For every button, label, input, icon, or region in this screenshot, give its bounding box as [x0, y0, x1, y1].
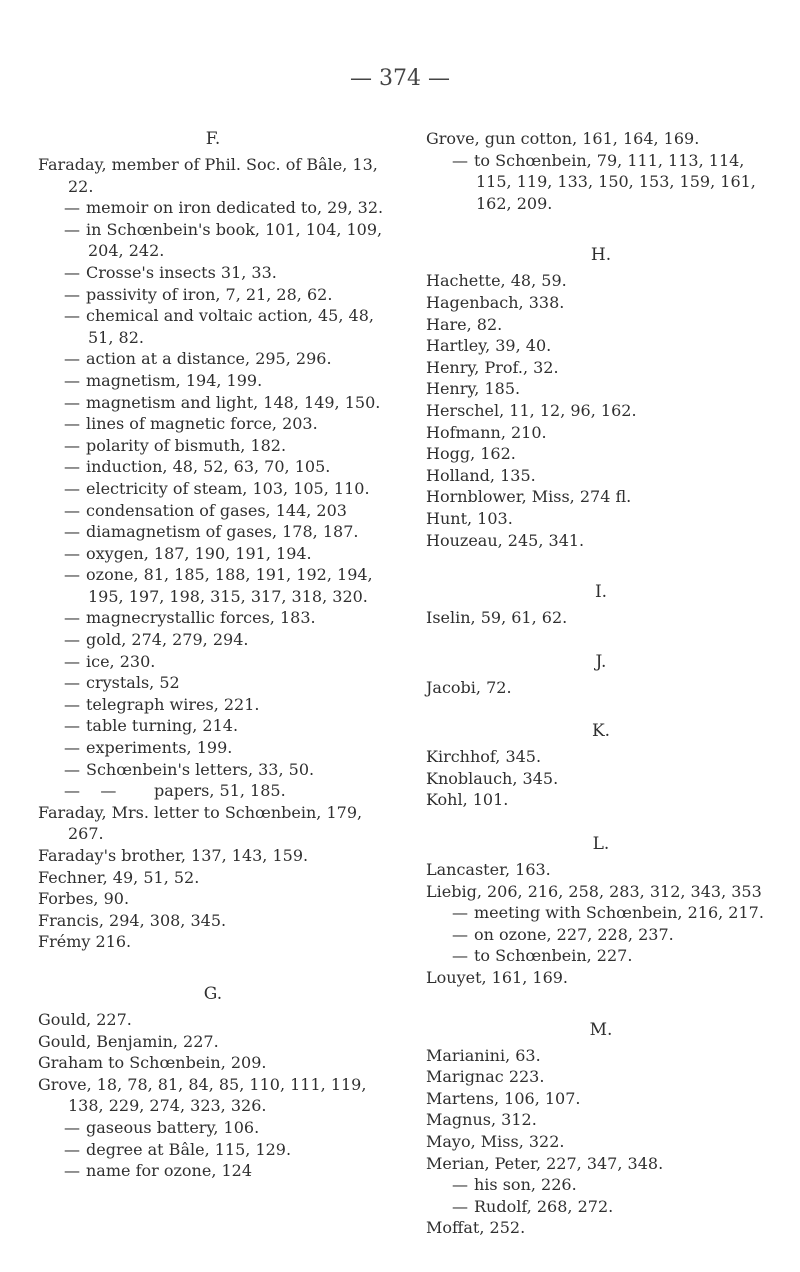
entry-text: polarity of bismuth, 182. — [86, 435, 287, 455]
index-entry — [426, 378, 776, 400]
index-subentry — [38, 348, 388, 370]
index-entry — [38, 1009, 388, 1031]
index-entry — [426, 1217, 776, 1239]
index-entry — [426, 314, 776, 336]
entry-text: crystals, 52 — [86, 673, 180, 693]
index-entry — [38, 845, 388, 867]
entry-text: Liebig, 206, 216, 258, 283, 312, 343, 353 — [426, 881, 762, 901]
index-entry — [426, 292, 776, 314]
index-subentry — [38, 435, 388, 457]
index-entry — [38, 867, 388, 889]
ditto-dash: — — [64, 1117, 80, 1137]
index-entry — [426, 1109, 776, 1131]
entry-text: Martens, 106, 107. — [426, 1088, 581, 1108]
entry-text: Forbes, 90. — [38, 889, 130, 909]
entry-text: gold, 274, 279, 294. — [86, 630, 249, 650]
entry-text: Faraday's brother, 137, 143, 159. — [38, 846, 309, 865]
spacer — [426, 989, 776, 1019]
index-entry — [426, 357, 776, 379]
index-subentry — [38, 1160, 388, 1182]
entry-text: Gould, Benjamin, 227. — [38, 1031, 219, 1051]
index-subentry — [38, 219, 388, 262]
index-entry — [38, 888, 388, 910]
index-subentry — [38, 305, 388, 348]
ditto-dash: — — [64, 608, 80, 628]
entry-text: Knoblauch, 345. — [426, 768, 559, 788]
index-subentry — [38, 284, 388, 306]
index-subentry — [38, 629, 388, 651]
entry-text: ozone, 81, 185, 188, 191, 192, 194, 195, 197, 198, 315, 317, 318, 320. — [86, 565, 373, 606]
index-entry — [426, 1045, 776, 1067]
ditto-dash: — — [64, 500, 80, 520]
section-letter-m: M. — [589, 1019, 613, 1040]
entry-text: meeting with Schœnbein, 216, 217. — [474, 903, 764, 923]
index-subentry — [38, 413, 388, 435]
entry-text: lines of magnetic force, 203. — [86, 414, 318, 434]
spacer — [426, 698, 776, 720]
ditto-dash: — — [64, 694, 80, 714]
entry-text: Grove, gun cotton, 161, 164, 169. — [426, 129, 700, 148]
entry-text: his son, 226. — [474, 1175, 577, 1195]
spacer — [426, 811, 776, 833]
ditto-dash: — — [452, 946, 468, 966]
index-entry — [426, 508, 776, 530]
entry-text: Hare, 82. — [426, 314, 503, 334]
entry-text: Hornblower, Miss, 274 fl. — [426, 487, 632, 507]
entry-text: Fechner, 49, 51, 52. — [38, 867, 200, 887]
entry-text: oxygen, 187, 190, 191, 194. — [86, 543, 312, 563]
entry-text: Hunt, 103. — [426, 508, 513, 528]
ditto-dash: — — [452, 150, 468, 170]
entry-text: Hofmann, 210. — [426, 422, 547, 442]
section-letter-j: J. — [595, 651, 607, 672]
ditto-dash: — — [64, 392, 80, 412]
ditto-dash: — — [64, 219, 80, 239]
section-letter-l: L. — [592, 834, 610, 855]
ditto-dash: — — [64, 414, 80, 434]
index-entry — [426, 128, 776, 150]
index-subentry — [38, 521, 388, 543]
index-entry — [426, 422, 776, 444]
index-entry — [426, 270, 776, 292]
ditto-dash: — — [64, 1139, 80, 1159]
ditto-dash: — — [64, 284, 80, 304]
index-subentry — [38, 392, 388, 414]
index-entry — [38, 154, 388, 197]
entry-text: Kirchhof, 345. — [426, 747, 542, 767]
ditto-dash: — — [64, 630, 80, 650]
entry-text: Jacobi, 72. — [426, 677, 512, 697]
entry-text: Marianini, 63. — [426, 1045, 541, 1065]
ditto-dash: — — [64, 349, 80, 369]
index-entry — [426, 789, 776, 811]
index-entry — [426, 881, 776, 903]
entry-text: Hagenbach, 338. — [426, 292, 565, 312]
entry-text: Faraday, member of Phil. Soc. of Bâle, 13, 22. — [38, 155, 378, 196]
index-entry — [426, 443, 776, 465]
entry-text: chemical and voltaic action, 45, 48, 51, 82. — [86, 306, 374, 347]
ditto-dash: — — — [64, 781, 117, 801]
section-letter-h: H. — [590, 245, 612, 266]
entry-text: Holland, 135. — [426, 465, 536, 485]
index-subentry — [38, 564, 388, 607]
entry-text: magnetism and light, 148, 149, 150. — [86, 392, 381, 412]
index-entry — [426, 859, 776, 881]
index-subentry — [38, 737, 388, 759]
entry-text: Mayo, Miss, 322. — [426, 1132, 565, 1151]
ditto-dash: — — [64, 543, 80, 563]
index-subentry — [426, 1174, 776, 1196]
entry-text: experiments, 199. — [86, 738, 233, 758]
ditto-dash: — — [64, 716, 80, 736]
entry-text: magnetism, 194, 199. — [86, 370, 263, 390]
entry-text: Moffat, 252. — [426, 1218, 526, 1238]
index-subentry — [38, 456, 388, 478]
index-entry — [38, 931, 388, 953]
index-subentry — [38, 500, 388, 522]
ditto-dash: — — [64, 522, 80, 542]
entry-text: Lancaster, 163. — [426, 860, 551, 880]
entry-text: Hachette, 48, 59. — [426, 271, 567, 291]
ditto-dash: — — [64, 457, 80, 477]
ditto-dash: — — [64, 738, 80, 758]
ditto-dash: — — [64, 565, 80, 585]
ditto-dash: — — [64, 1161, 80, 1181]
entry-text: Schœnbein's letters, 33, 50. — [86, 759, 315, 779]
spacer — [426, 629, 776, 651]
index-subentry — [38, 543, 388, 565]
entry-text: Crosse's insects 31, 33. — [86, 262, 277, 282]
ditto-dash: — — [452, 924, 468, 944]
index-entry — [38, 802, 388, 845]
entry-text: Hartley, 39, 40. — [426, 336, 552, 356]
entry-text: Hogg, 162. — [426, 444, 516, 464]
entry-text: Graham to Schœnbein, 209. — [38, 1053, 267, 1073]
entry-text: induction, 48, 52, 63, 70, 105. — [86, 457, 331, 477]
index-entry — [426, 746, 776, 768]
ditto-dash: — — [452, 1196, 468, 1216]
index-subentry — [426, 1196, 776, 1218]
index-subentry — [38, 780, 388, 802]
entry-text: Louyet, 161, 169. — [426, 968, 569, 988]
entry-text: Houzeau, 245, 341. — [426, 530, 585, 550]
index-subentry — [38, 607, 388, 629]
entry-text: Francis, 294, 308, 345. — [38, 910, 227, 930]
ditto-dash: — — [452, 1175, 468, 1195]
entry-text: Marignac 223. — [426, 1067, 545, 1087]
index-subentry — [38, 651, 388, 673]
spacer — [426, 214, 776, 244]
index-entry — [38, 1074, 388, 1117]
entry-text: action at a distance, 295, 296. — [86, 349, 332, 369]
index-entry — [426, 677, 776, 699]
index-entry — [426, 1153, 776, 1175]
index-subentry — [38, 370, 388, 392]
entry-text: passivity of iron, 7, 21, 28, 62. — [86, 284, 333, 304]
ditto-dash: — — [64, 262, 80, 282]
entry-text: Kohl, 101. — [426, 790, 509, 810]
index-column-left — [38, 128, 388, 1182]
index-subentry — [38, 672, 388, 694]
entry-text: to Schœnbein, 227. — [474, 946, 633, 966]
entry-text: in Schœnbein's book, 101, 104, 109, 204, 242. — [86, 219, 383, 261]
entry-text: gaseous battery, 106. — [86, 1117, 260, 1137]
entry-text: Iselin, 59, 61, 62. — [426, 608, 568, 628]
ditto-dash: — — [452, 903, 468, 923]
index-entry — [426, 1066, 776, 1088]
entry-text: Magnus, 312. — [426, 1110, 537, 1130]
entry-text: Henry, Prof., 32. — [426, 357, 559, 377]
index-entry — [38, 1031, 388, 1053]
entry-text: to Schœnbein, 79, 111, 113, 114, 115, 119, 133, 150, 153, 159, 161, 162, 209. — [474, 150, 756, 213]
index-entry — [426, 768, 776, 790]
spacer — [426, 551, 776, 581]
ditto-dash: — — [64, 306, 80, 326]
index-entry — [426, 335, 776, 357]
index-subentry — [38, 1139, 388, 1161]
ditto-dash: — — [64, 435, 80, 455]
entry-text: Rudolf, 268, 272. — [474, 1196, 614, 1216]
entry-text: condensation of gases, 144, 203 — [86, 500, 347, 520]
index-subentry — [426, 945, 776, 967]
index-entry — [426, 400, 776, 422]
entry-text: electricity of steam, 103, 105, 110. — [86, 478, 370, 498]
index-entry — [426, 1131, 776, 1153]
entry-text: telegraph wires, 221. — [86, 694, 260, 714]
index-subentry — [38, 694, 388, 716]
index-entry — [38, 910, 388, 932]
ditto-dash: — — [64, 759, 80, 779]
entry-text: ice, 230. — [86, 651, 156, 671]
index-entry — [38, 1052, 388, 1074]
entry-text: Gould, 227. — [38, 1009, 132, 1029]
index-entry — [426, 1088, 776, 1110]
index-subentry — [38, 759, 388, 781]
section-letter-k: K. — [591, 721, 611, 742]
index-column-right — [426, 128, 776, 1239]
page-number: — 374 — — [350, 66, 450, 91]
index-subentry — [38, 262, 388, 284]
ditto-dash: — — [64, 198, 80, 218]
entry-text: on ozone, 227, 228, 237. — [474, 924, 674, 944]
ditto-dash: — — [64, 673, 80, 693]
section-letter-g: G. — [203, 983, 223, 1004]
index-subentry — [426, 902, 776, 924]
ditto-dash: — — [64, 478, 80, 498]
entry-text: memoir on iron dedicated to, 29, 32. — [86, 198, 384, 218]
index-subentry — [38, 197, 388, 219]
index-subentry — [38, 715, 388, 737]
index-subentry — [426, 150, 776, 215]
entry-text: name for ozone, 124 — [86, 1161, 253, 1181]
section-letter-f: F. — [205, 129, 221, 149]
entry-text: table turning, 214. — [86, 716, 239, 736]
entry-text: magnecrystallic forces, 183. — [86, 608, 316, 628]
index-entry — [426, 607, 776, 629]
ditto-dash: — — [64, 651, 80, 671]
index-entry — [426, 530, 776, 552]
entry-text: Henry, 185. — [426, 379, 521, 399]
section-letter-i: I. — [594, 582, 608, 603]
index-subentry — [426, 924, 776, 946]
index-entry — [426, 486, 776, 508]
entry-text: Grove, 18, 78, 81, 84, 85, 110, 111, 119, 138, 229, 274, 323, 326. — [38, 1074, 367, 1116]
entry-text: diamagnetism of gases, 178, 187. — [86, 522, 359, 542]
entry-text: Frémy 216. — [38, 932, 132, 952]
index-subentry — [38, 478, 388, 500]
entry-text: papers, 51, 185. — [154, 781, 286, 801]
index-entry — [426, 967, 776, 989]
entry-text: degree at Bâle, 115, 129. — [86, 1139, 292, 1159]
index-entry — [426, 465, 776, 487]
index-subentry — [38, 1117, 388, 1139]
spacer — [38, 953, 388, 983]
entry-text: Faraday, Mrs. letter to Schœnbein, 179, 267. — [38, 802, 363, 844]
entry-text: Herschel, 11, 12, 96, 162. — [426, 400, 637, 420]
ditto-dash: — — [64, 370, 80, 390]
entry-text: Merian, Peter, 227, 347, 348. — [426, 1153, 664, 1173]
